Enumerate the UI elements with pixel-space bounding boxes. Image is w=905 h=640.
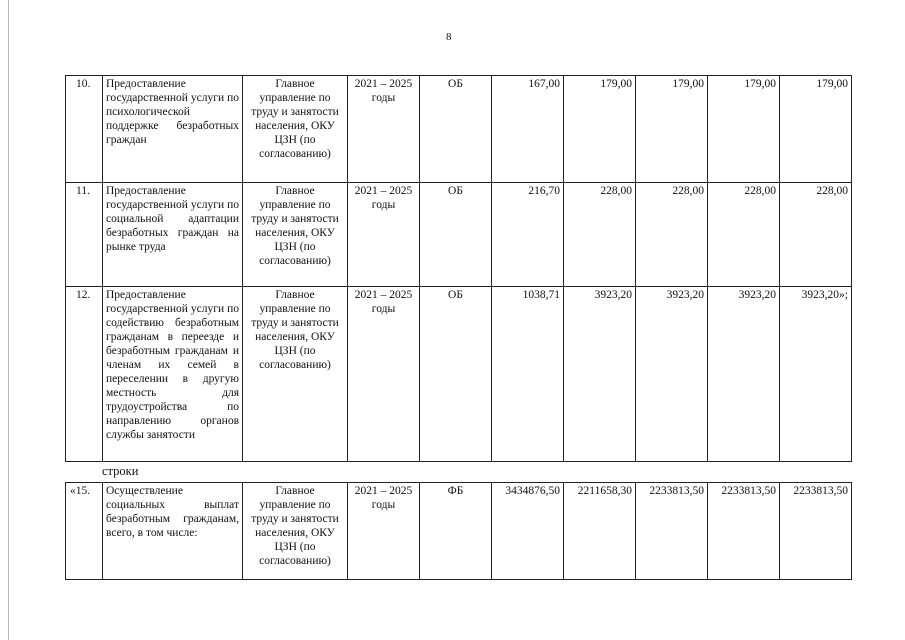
- amount-cell: 216,70: [492, 183, 564, 287]
- amount-cell: 3923,20»;: [780, 287, 852, 462]
- period: 2021 – 2025 годы: [348, 183, 420, 287]
- funding-source: ОБ: [420, 287, 492, 462]
- funding-source: ФБ: [420, 483, 492, 580]
- amount-cell: 179,00: [708, 76, 780, 183]
- executor: Главное управление по труду и занятости населения, ОКУ ЦЗН (по согласованию): [243, 287, 348, 462]
- row-number: 12.: [66, 287, 103, 462]
- executor: Главное управление по труду и занятости населения, ОКУ ЦЗН (по согласованию): [243, 76, 348, 183]
- table-row: [66, 287, 852, 462]
- measure-name: Осуществление социальных выплат безработным гражданам, всего, в том числе:: [103, 483, 243, 580]
- amount-cell: 1038,71: [492, 287, 564, 462]
- page-number: 8: [446, 31, 452, 43]
- program-table-bottom: [65, 482, 852, 580]
- table-row: [66, 183, 852, 287]
- executor: Главное управление по труду и занятости населения, ОКУ ЦЗН (по согласованию): [243, 183, 348, 287]
- row-number: 10.: [66, 76, 103, 183]
- amount-cell: 2233813,50: [708, 483, 780, 580]
- amount-cell: 179,00: [780, 76, 852, 183]
- executor: Главное управление по труду и занятости населения, ОКУ ЦЗН (по согласованию): [243, 483, 348, 580]
- amount-cell: 2211658,30: [564, 483, 636, 580]
- amount-cell: 167,00: [492, 76, 564, 183]
- amount-cell: 228,00: [564, 183, 636, 287]
- funding-source: ОБ: [420, 183, 492, 287]
- page-margin-line: [8, 0, 9, 640]
- table-body-bottom: [66, 483, 852, 580]
- amount-cell: 179,00: [564, 76, 636, 183]
- amount-cell: 228,00: [636, 183, 708, 287]
- amount-cell: 3923,20: [708, 287, 780, 462]
- amount-cell: 179,00: [636, 76, 708, 183]
- period: 2021 – 2025 годы: [348, 76, 420, 183]
- measure-name: Предоставление государственной услуги по содействию безработным гражданам в переезде и безработным гражданам и членам их семей в переселении в другую местность для трудоустройства по направлению органов службы занятости: [103, 287, 243, 462]
- period: 2021 – 2025 годы: [348, 287, 420, 462]
- funding-source: ОБ: [420, 76, 492, 183]
- measure-name: Предоставление государственной услуги по социальной адаптации безработных граждан на рынке труда: [103, 183, 243, 287]
- amount-cell: 228,00: [780, 183, 852, 287]
- amount-cell: 2233813,50: [780, 483, 852, 580]
- amount-cell: 3923,20: [564, 287, 636, 462]
- measure-name: Предоставление государственной услуги по психологической поддержке безработных граждан: [103, 76, 243, 183]
- table-body-top: [66, 76, 852, 462]
- program-table-top: [65, 75, 852, 462]
- amount-cell: 228,00: [708, 183, 780, 287]
- table-row: [66, 76, 852, 183]
- section-label: строки: [102, 464, 139, 478]
- period: 2021 – 2025 годы: [348, 483, 420, 580]
- amount-cell: 3923,20: [636, 287, 708, 462]
- row-number: «15.: [66, 483, 103, 580]
- row-number: 11.: [66, 183, 103, 287]
- amount-cell: 2233813,50: [636, 483, 708, 580]
- table-row: [66, 483, 852, 580]
- amount-cell: 3434876,50: [492, 483, 564, 580]
